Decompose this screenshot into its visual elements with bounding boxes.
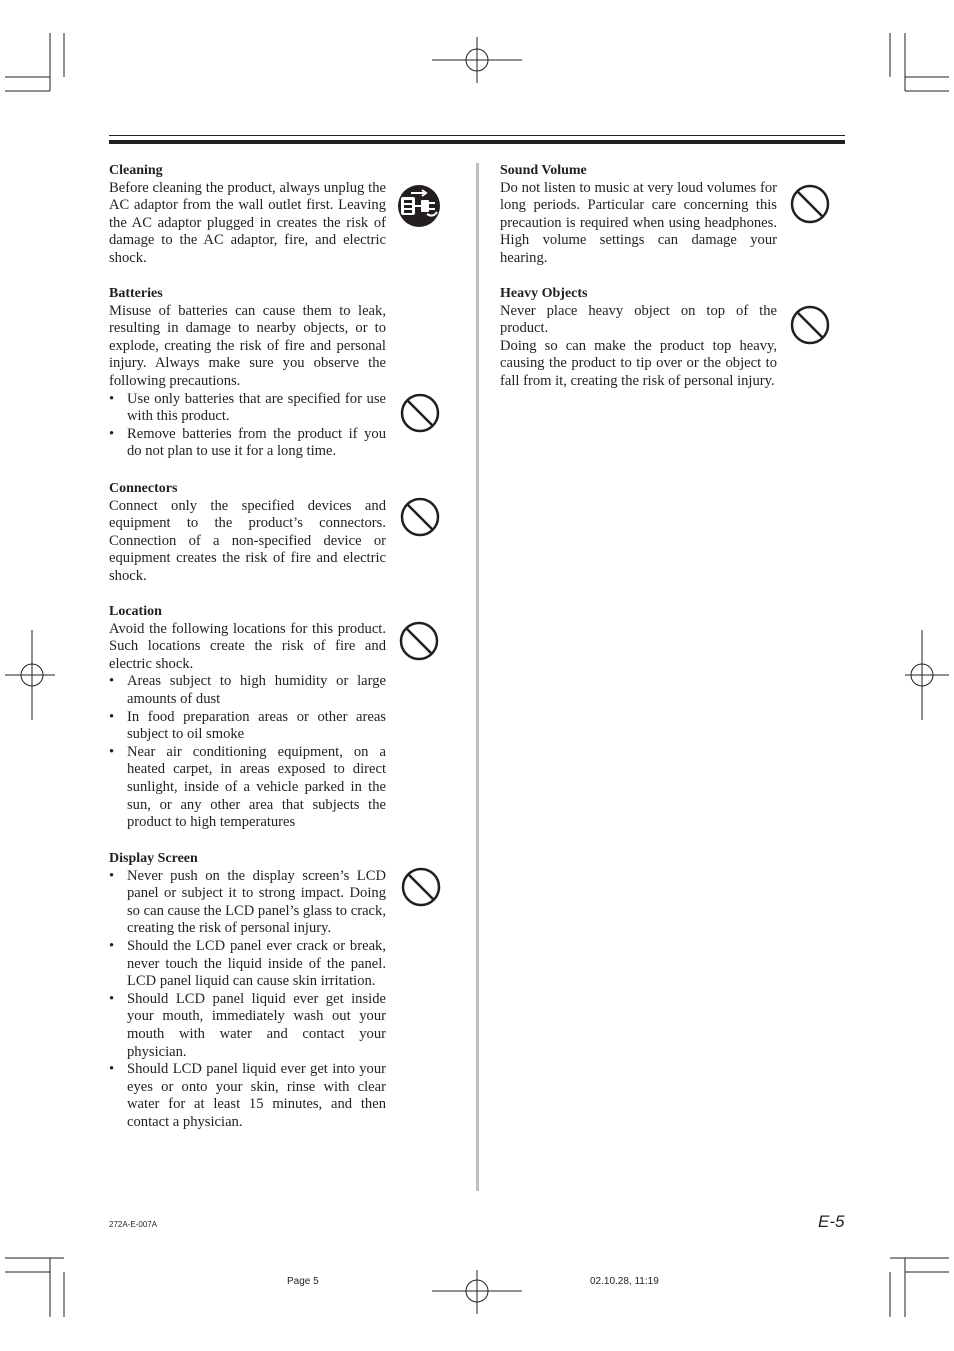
section-heading: Display Screen xyxy=(109,851,198,866)
bullet-list xyxy=(109,868,386,1132)
section-text: Connect only the specified devices and equipment to the product’s connectors. Connection of a non-specified device or equipment creates the risk of fire and electric shock. xyxy=(109,497,386,584)
prohibited-icon xyxy=(790,184,830,224)
list-item xyxy=(109,938,386,991)
section-heading: Heavy Objects xyxy=(500,286,588,301)
prohibited-icon xyxy=(790,305,830,345)
section-display-screen xyxy=(109,850,386,1132)
header-rule-thick xyxy=(109,140,845,144)
list-item-text: Areas subject to high humidity or large amounts of dust xyxy=(127,673,386,707)
list-item-text: Use only batteries that are specified for use with this product. xyxy=(127,390,386,425)
section-location xyxy=(109,603,386,832)
bullet: • xyxy=(109,867,115,884)
prohibited-icon xyxy=(399,621,439,661)
print-page-label: Page 5 xyxy=(287,1276,319,1287)
section-heavy-objects xyxy=(500,285,777,391)
page-number: E-5 xyxy=(818,1212,845,1231)
prohibited-icon xyxy=(400,393,440,433)
prohibited-icon xyxy=(401,867,441,907)
section-heading: Batteries xyxy=(109,286,163,301)
list-item xyxy=(109,744,386,832)
section-sound-volume xyxy=(500,162,777,268)
list-item-text: Remove batteries from the product if you do not plan to use it for a long time. xyxy=(127,425,386,460)
section-cleaning xyxy=(109,162,386,268)
bullet: • xyxy=(109,673,115,690)
unplug-icon xyxy=(397,184,441,228)
section-text: Never place heavy object on top of the product. xyxy=(500,302,777,337)
list-item-text: Near air conditioning equipment, on a heated carpet, in areas exposed to direct sunlight, inside of a vehicle parked in the sun, or any other area that subjects the product to high temperatures xyxy=(127,743,386,831)
section-heading: Connectors xyxy=(109,481,178,496)
doc-code: 272A-E-007A xyxy=(109,1220,158,1229)
bullet: • xyxy=(109,425,115,442)
list-item-text: Never push on the display screen’s LCD panel or subject it to strong impact. Doing so can cause the LCD panel’s glass to crack, creating the risk of personal injury. xyxy=(127,867,386,937)
section-batteries xyxy=(109,285,386,461)
bullet: • xyxy=(109,1061,115,1078)
list-item-text: Should LCD panel liquid ever get into your eyes or onto your skin, rinse with clear water for at least 15 minutes, and then contact a physician. xyxy=(127,1061,386,1130)
list-item xyxy=(109,709,386,744)
list-item xyxy=(109,1061,386,1131)
bullet: • xyxy=(109,937,115,954)
section-heading: Cleaning xyxy=(109,163,163,178)
list-item xyxy=(109,673,386,708)
print-timestamp: 02.10.28, 11:19 xyxy=(590,1276,659,1287)
list-item-text: Should the LCD panel ever crack or break, never touch the liquid inside of the panel. LCD panel liquid can cause skin irritation. xyxy=(127,937,386,990)
list-item xyxy=(109,426,386,461)
section-heading: Location xyxy=(109,604,162,619)
bullet: • xyxy=(109,990,115,1007)
bullet: • xyxy=(109,743,115,760)
bullet: • xyxy=(109,708,115,725)
bullet: • xyxy=(109,390,115,407)
section-connectors xyxy=(109,480,386,586)
list-item xyxy=(109,868,386,938)
section-text: Doing so can make the product top heavy, causing the product to tip over or the object to fall from it, creating the risk of personal injury. xyxy=(500,337,777,389)
list-item-text: Should LCD panel liquid ever get inside your mouth, immediately wash out your mouth with water and contact your physician. xyxy=(127,990,386,1060)
prohibited-icon xyxy=(400,497,440,537)
section-text: Do not listen to music at very loud volumes for long periods. Particular care concerning this precaution is required when using headphones. High volume settings can damage your hearing. xyxy=(500,179,777,266)
list-item xyxy=(109,391,386,426)
header-rule-thin xyxy=(109,135,845,136)
bullet-list xyxy=(109,673,386,831)
section-heading: Sound Volume xyxy=(500,163,587,178)
list-item xyxy=(109,991,386,1061)
section-text: Misuse of batteries can cause them to leak, resulting in damage to nearby objects, or to explode, creating the risk of fire and personal injury. Always make sure you observe the following precautions. xyxy=(109,302,386,389)
list-item-text: In food preparation areas or other areas subject to oil smoke xyxy=(127,708,386,743)
section-text: Avoid the following locations for this product. Such locations create the risk of fire and electric shock. xyxy=(109,620,386,672)
bullet-list xyxy=(109,391,386,461)
column-divider xyxy=(476,163,479,1191)
section-text: Before cleaning the product, always unplug the AC adaptor from the wall outlet first. Leaving the AC adaptor plugged in creates the risk of damage to the AC adaptor, fire, and electric shock. xyxy=(109,179,386,266)
